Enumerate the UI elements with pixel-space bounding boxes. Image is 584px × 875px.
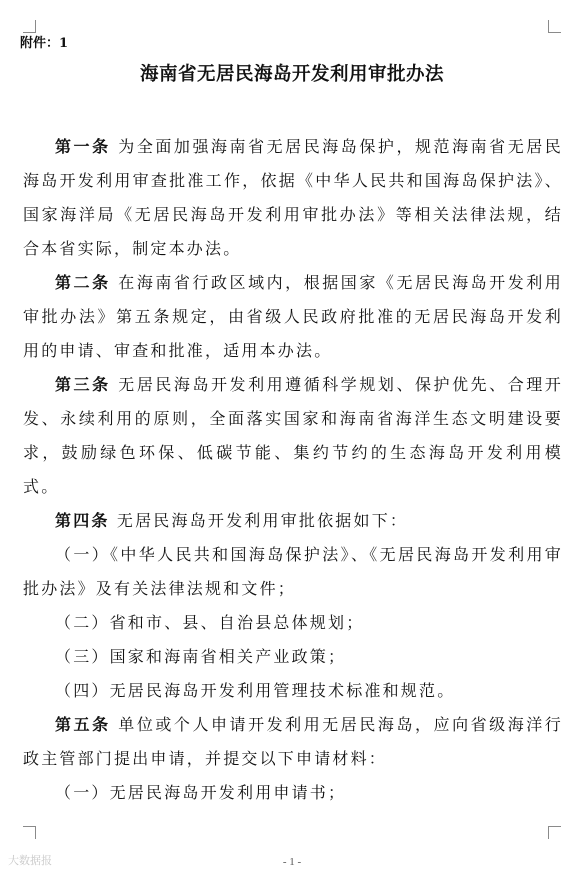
crop-mark-top-right [548, 20, 561, 33]
article-label: 第二条 [55, 273, 111, 292]
article-5 [23, 708, 563, 776]
article-text: 在海南省行政区域内，根据国家《无居民海岛开发利用审批办法》第五条规定，由省级人民政府批准的无居民海岛开发利用的申请、审查和批准，适用本办法。 [23, 273, 563, 360]
document-title: 海南省无居民海岛开发利用审批办法 [139, 64, 444, 85]
article-text: 无居民海岛开发利用遵循科学规划、保护优先、合理开发、永续利用的原则，全面落实国家和海南省海洋生态文明建设要求，鼓励绿色环保、低碳节能、集约节约的生态海岛开发利用模式。 [23, 375, 563, 496]
watermark-logo: 大数据报 [8, 854, 52, 867]
article-1 [23, 130, 563, 266]
article-4-item-1: （一）《中华人民共和国海岛保护法》、《无居民海岛开发利用审批办法》及有关法律法规和文件； [23, 545, 563, 598]
article-text: 无居民海岛开发利用审批依据如下： [116, 511, 409, 530]
crop-mark-bottom-left [23, 826, 36, 839]
article-3 [23, 368, 563, 504]
article-label: 第四条 [55, 511, 110, 530]
article-text: 单位或个人申请开发利用无居民海岛，应向省级海洋行政主管部门提出申请，并提交以下申请材料： [23, 715, 563, 768]
crop-mark-bottom-right [548, 826, 561, 839]
article-label: 第一条 [55, 137, 111, 156]
article-label: 第三条 [55, 375, 111, 394]
article-label: 第五条 [55, 715, 111, 734]
document-body [23, 130, 563, 810]
article-4-item-2: （二）省和市、县、自治县总体规划； [55, 613, 365, 632]
article-2 [23, 266, 563, 368]
article-4-item-4: （四）无居民海岛开发利用管理技术标准和规范。 [55, 681, 456, 700]
attachment-label: 附件：1 [20, 36, 69, 51]
page-number: - 1 - [282, 856, 302, 868]
article-text: 为全面加强海南省无居民海岛保护，规范海南省无居民海岛开发利用审查批准工作，依据《中华人民共和国海岛保护法》、国家海洋局《无居民海岛开发利用审批办法》等相关法律法规，结合本省实际，制定本办法。 [23, 137, 563, 258]
article-5-item-1: （一）无居民海岛开发利用申请书； [55, 783, 347, 802]
article-4-item-3: （三）国家和海南省相关产业政策； [55, 647, 347, 666]
article-4 [23, 504, 563, 538]
